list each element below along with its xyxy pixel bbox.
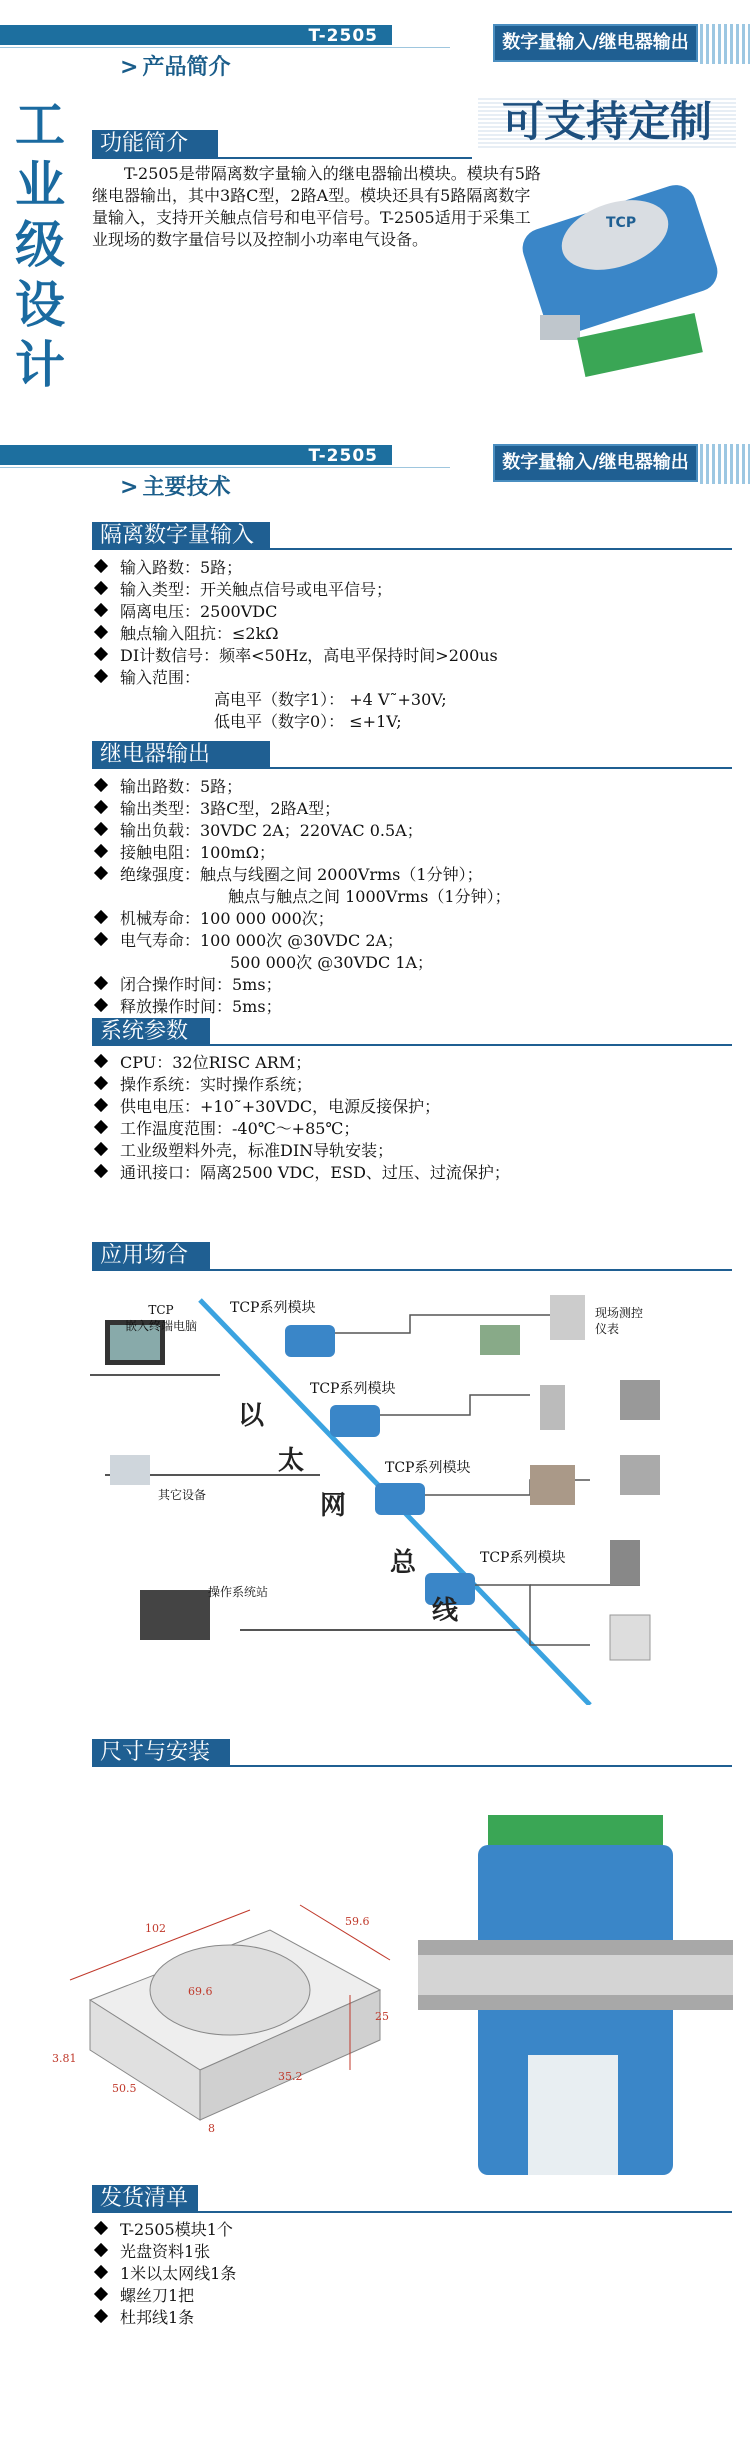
bus-char: 以: [238, 1401, 265, 1431]
list-item: [92, 579, 498, 601]
dim-label: 59.6: [345, 1915, 370, 1928]
input-range-low: 低电平（数字0）： ≤+1V;: [214, 712, 402, 731]
banner-tag: 数字量输入/继电器输出: [493, 444, 698, 482]
section-heading-di: 隔离数字量输入: [92, 522, 270, 550]
module-brand: TCP: [606, 215, 637, 231]
tcp-module-label: TCP系列模块: [230, 1300, 316, 1316]
list-item-text: 输出类型：3路C型，2路A型；: [120, 799, 341, 818]
banner-subtitle-text: 主要技术: [142, 475, 231, 500]
banner-code-bar: [0, 25, 392, 45]
dim-label: 25: [375, 2010, 389, 2023]
diamond-bullet-icon: [94, 1054, 108, 1068]
field-instrument-icon: [620, 1380, 660, 1420]
section-heading-app: 应用场合: [92, 1242, 210, 1270]
diamond-bullet-icon: [94, 603, 108, 617]
divider: [92, 1044, 732, 1046]
list-item-text: 供电电压：+10˜+30VDC，电源反接保护；: [120, 1097, 441, 1116]
dim-label: 8: [208, 2122, 215, 2135]
diamond-bullet-icon: [94, 1098, 108, 1112]
list-item-text: T-2505模块1个: [120, 2220, 233, 2239]
diamond-bullet-icon: [94, 800, 108, 814]
insulation-contacts: 触点与触点之间 1000Vrms（1分钟）；: [228, 887, 511, 906]
field-instrument-icon: [540, 1385, 565, 1430]
diamond-bullet-icon: [94, 2243, 108, 2257]
divider: [0, 467, 450, 468]
diamond-bullet-icon: [94, 2221, 108, 2235]
list-item-text: DI计数信号：频率<50Hz，高电平保持时间>200us: [120, 646, 498, 665]
list-item-text: 杜邦线1条: [120, 2308, 195, 2327]
section-heading-ship: 发货清单: [92, 2185, 198, 2213]
section-heading-relay: 继电器输出: [92, 741, 270, 769]
list-item: [92, 996, 483, 1018]
list-item-text: 输入路数：5路；: [120, 558, 243, 577]
tcp-module-icon: [330, 1405, 380, 1437]
field-instrument-icon: [620, 1455, 660, 1495]
list-item-text: 输出负载：30VDC 2A；220VAC 0.5A；: [120, 821, 423, 840]
divider: [92, 1765, 732, 1767]
banner-product-intro: [0, 0, 750, 80]
tcp-module-label: TCP系列模块: [385, 1460, 471, 1476]
field-instrument-icon: [550, 1295, 585, 1340]
device-icon: [110, 1455, 150, 1485]
list-item-text: 闭合操作时间：5ms；: [120, 975, 282, 994]
sys-list: [92, 1052, 510, 1184]
diamond-bullet-icon: [94, 932, 108, 946]
list-item-text: 螺丝刀1把: [120, 2286, 195, 2305]
vertical-char: 计: [15, 336, 65, 394]
arrow-icon: >: [120, 475, 139, 500]
dim-label: 50.5: [112, 2082, 137, 2095]
dim-label: 69.6: [188, 1985, 213, 1998]
diamond-bullet-icon: [94, 669, 108, 683]
list-item: [92, 1052, 510, 1074]
diamond-bullet-icon: [94, 976, 108, 990]
vertical-title: [10, 95, 70, 395]
vertical-char: 级: [15, 216, 65, 274]
arrow-icon: >: [120, 55, 139, 80]
tcp-module-icon: [285, 1325, 335, 1357]
din-rail-photo: [418, 1815, 733, 2185]
banner-subtitle: [120, 470, 230, 501]
list-item: [92, 776, 483, 798]
divider: [92, 1269, 732, 1271]
diamond-bullet-icon: [94, 559, 108, 573]
list-item: [92, 623, 498, 645]
customizable-slogan: 可支持定制: [478, 96, 736, 148]
diamond-bullet-icon: [94, 866, 108, 880]
list-item: [92, 601, 498, 623]
intro-text: T-2505是带隔离数字量输入的继电器输出模块。模块有5路继电器输出，其中3路C型，2路A型。模块还具有5路隔离数字量输入，支持开关触点信号和电平信号。T-2505适用于采集工业现场的数字量信号以及控制小功率电气设备。: [92, 164, 541, 249]
divider: [92, 767, 732, 769]
list-item: [92, 842, 483, 864]
list-item-text: 输出路数：5路；: [120, 777, 243, 796]
list-item: [92, 1140, 510, 1162]
vertical-char: 工: [15, 96, 65, 154]
field-instrument-icon: [530, 1465, 575, 1505]
list-item-text: 接触电阻：100mΩ；: [120, 843, 275, 862]
vertical-char: 设: [15, 276, 65, 334]
list-item-text: CPU：32位RISC ARM；: [120, 1053, 312, 1072]
divider: [92, 2211, 732, 2213]
divider: [0, 47, 450, 48]
diamond-bullet-icon: [94, 581, 108, 595]
bus-char: 网: [320, 1491, 347, 1521]
field-instrument-icon: [610, 1540, 640, 1585]
tcp-module-label: TCP系列模块: [310, 1381, 396, 1397]
list-item-text: 输入类型：开关触点信号或电平信号；: [120, 580, 393, 599]
diamond-bullet-icon: [94, 647, 108, 661]
list-item: [92, 1118, 510, 1140]
diamond-bullet-icon: [94, 2309, 108, 2323]
list-item: [92, 1162, 510, 1184]
list-item: [92, 798, 483, 820]
list-item: [92, 1096, 510, 1118]
list-item: [92, 2219, 236, 2241]
list-item: [92, 1074, 510, 1096]
diamond-bullet-icon: [94, 2265, 108, 2279]
list-item-text: 释放操作时间：5ms；: [120, 997, 282, 1016]
list-item: [92, 974, 483, 996]
list-item-text: 绝缘强度：触点与线圈之间 2000Vrms（1分钟）；: [120, 865, 483, 884]
list-item: [92, 667, 498, 689]
banner-main-tech: [0, 420, 750, 500]
list-item: [92, 645, 498, 667]
list-item-text: 1米以太网线1条: [120, 2264, 237, 2283]
dim-label: 3.81: [52, 2052, 77, 2065]
list-item: [92, 908, 483, 930]
banner-code: T-2505: [308, 26, 378, 46]
section-heading-size: 尺寸与安装: [92, 1739, 230, 1767]
tcp-module-label: TCP系列模块: [480, 1550, 566, 1566]
diamond-bullet-icon: [94, 1076, 108, 1090]
list-item: [92, 2285, 236, 2307]
banner-code-bar: [0, 445, 392, 465]
module-image: [520, 165, 735, 380]
list-item-text: 通讯接口：隔离2500 VDC，ESD、过压、过流保护；: [120, 1163, 510, 1182]
diamond-bullet-icon: [94, 822, 108, 836]
input-range-high: 高电平（数字1）： +4 V˜+30V;: [214, 690, 447, 709]
list-item-text: 隔离电压：2500VDC: [120, 602, 278, 621]
decorative-stripes: [700, 444, 750, 484]
diamond-bullet-icon: [94, 2287, 108, 2301]
list-item-text: 工作温度范围：-40℃～+85℃；: [120, 1119, 360, 1138]
list-item: [92, 820, 483, 842]
electrical-life-2: 500 000次 @30VDC 1A；: [230, 953, 434, 972]
field-instrument-label: 现场测控 仪表: [595, 1306, 644, 1336]
field-instrument-icon: [480, 1325, 520, 1355]
banner-tag: 数字量输入/继电器输出: [493, 24, 698, 62]
diamond-bullet-icon: [94, 1164, 108, 1178]
banner-code: T-2505: [308, 446, 378, 466]
diamond-bullet-icon: [94, 998, 108, 1012]
list-item-text: 工业级塑料外壳，标准DIN导轨安装；: [120, 1141, 394, 1160]
list-item: [92, 2307, 236, 2329]
di-list: [92, 557, 498, 689]
list-item-text: 触点输入阻抗：≤2kΩ: [120, 624, 279, 643]
divider: [92, 548, 732, 550]
banner-subtitle-text: 产品简介: [142, 55, 231, 80]
vertical-char: 业: [15, 156, 65, 214]
diamond-bullet-icon: [94, 625, 108, 639]
diamond-bullet-icon: [94, 1120, 108, 1134]
list-item-text: 电气寿命：100 000次 @30VDC 2A；: [120, 931, 404, 950]
ship-list: [92, 2219, 236, 2329]
section-heading-sys: 系统参数: [92, 1018, 210, 1046]
decorative-stripes: [700, 24, 750, 64]
bus-char: 线: [432, 1596, 459, 1626]
dim-label: 102: [145, 1922, 166, 1935]
list-item: [92, 557, 498, 579]
field-instrument-icon: [610, 1615, 650, 1660]
diamond-bullet-icon: [94, 844, 108, 858]
bus-char: 总: [390, 1548, 417, 1578]
divider: [92, 157, 472, 159]
list-item-text: 操作系统：实时操作系统；: [120, 1075, 313, 1094]
diamond-bullet-icon: [94, 910, 108, 924]
station-label: 操作系统站: [208, 1585, 269, 1599]
list-item: [92, 930, 483, 952]
diamond-bullet-icon: [94, 778, 108, 792]
list-item-text: 光盘资料1张: [120, 2242, 211, 2261]
tcp-module-icon: [375, 1483, 425, 1515]
bus-char: 太: [278, 1446, 305, 1476]
workstation-icon: [140, 1590, 210, 1640]
dim-label: 35.2: [278, 2070, 303, 2083]
list-item: [92, 864, 483, 886]
banner-subtitle: [120, 50, 230, 81]
list-item-text: 机械寿命：100 000 000次；: [120, 909, 334, 928]
section-heading-intro: 功能简介: [92, 130, 218, 158]
other-device-label: 其它设备: [158, 1488, 207, 1502]
list-item: [92, 2241, 236, 2263]
diamond-bullet-icon: [94, 1142, 108, 1156]
tcp-pc-label: TCP 嵌入终端电脑: [125, 1303, 198, 1333]
list-item: [92, 2263, 236, 2285]
list-item-text: 输入范围：: [120, 668, 201, 687]
